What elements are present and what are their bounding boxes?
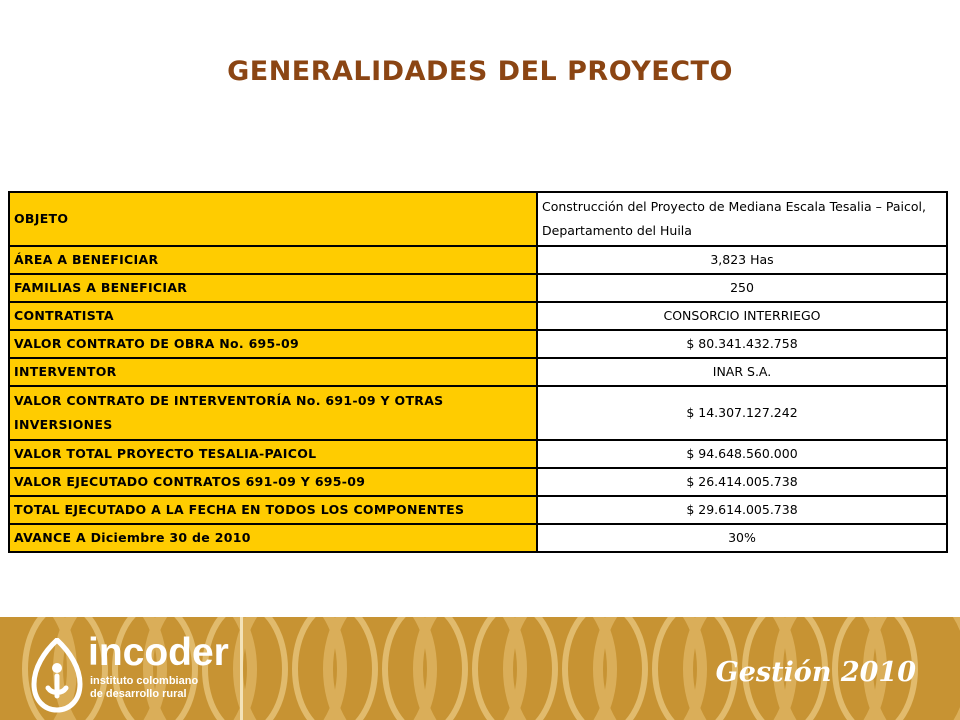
row-value: 250 xyxy=(537,274,947,302)
row-label: INTERVENTOR xyxy=(9,358,537,386)
footer-banner xyxy=(0,617,960,720)
row-label: FAMILIAS A BENEFICIAR xyxy=(9,274,537,302)
row-label: ÁREA A BENEFICIAR xyxy=(9,246,537,274)
table-row xyxy=(9,302,947,330)
table-row xyxy=(9,192,947,246)
row-label: OBJETO xyxy=(9,192,537,246)
table-row xyxy=(9,496,947,524)
slogan: Gestión 2010 xyxy=(715,657,916,688)
row-value: $ 80.341.432.758 xyxy=(537,330,947,358)
page-title: GENERALIDADES DEL PROYECTO xyxy=(227,56,733,87)
table-row xyxy=(9,246,947,274)
row-label: CONTRATISTA xyxy=(9,302,537,330)
row-value: CONSORCIO INTERRIEGO xyxy=(537,302,947,330)
row-value: $ 26.414.005.738 xyxy=(537,468,947,496)
table-row xyxy=(9,468,947,496)
table-row xyxy=(9,274,947,302)
row-label: TOTAL EJECUTADO A LA FECHA EN TODOS LOS COMPONENTES xyxy=(9,496,537,524)
incoder-logo-icon xyxy=(28,638,86,714)
row-label: VALOR EJECUTADO CONTRATOS 691-09 Y 695-09 xyxy=(9,468,537,496)
brand-name: incoder xyxy=(88,631,229,674)
table-row xyxy=(9,386,947,440)
brand-subtitle-line2: de desarrollo rural xyxy=(90,688,187,700)
row-label: AVANCE A Diciembre 30 de 2010 xyxy=(9,524,537,552)
row-value: INAR S.A. xyxy=(537,358,947,386)
row-label: VALOR CONTRATO DE INTERVENTORÍA No. 691-09 Y OTRAS INVERSIONES xyxy=(9,386,537,440)
row-value: 3,823 Has xyxy=(537,246,947,274)
row-value: $ 29.614.005.738 xyxy=(537,496,947,524)
row-value: Construcción del Proyecto de Mediana Escala Tesalia – Paicol, Departamento del Huila xyxy=(537,192,947,246)
row-value: $ 94.648.560.000 xyxy=(537,440,947,468)
row-value: $ 14.307.127.242 xyxy=(537,386,947,440)
table-row xyxy=(9,358,947,386)
row-value: 30% xyxy=(537,524,947,552)
brand-subtitle xyxy=(90,675,198,701)
table-row xyxy=(9,330,947,358)
row-label: VALOR CONTRATO DE OBRA No. 695-09 xyxy=(9,330,537,358)
project-table xyxy=(8,191,948,553)
table-row xyxy=(9,440,947,468)
brand-subtitle-line1: instituto colombiano xyxy=(90,675,199,687)
table-row xyxy=(9,524,947,552)
footer-divider xyxy=(240,617,243,720)
row-label: VALOR TOTAL PROYECTO TESALIA-PAICOL xyxy=(9,440,537,468)
